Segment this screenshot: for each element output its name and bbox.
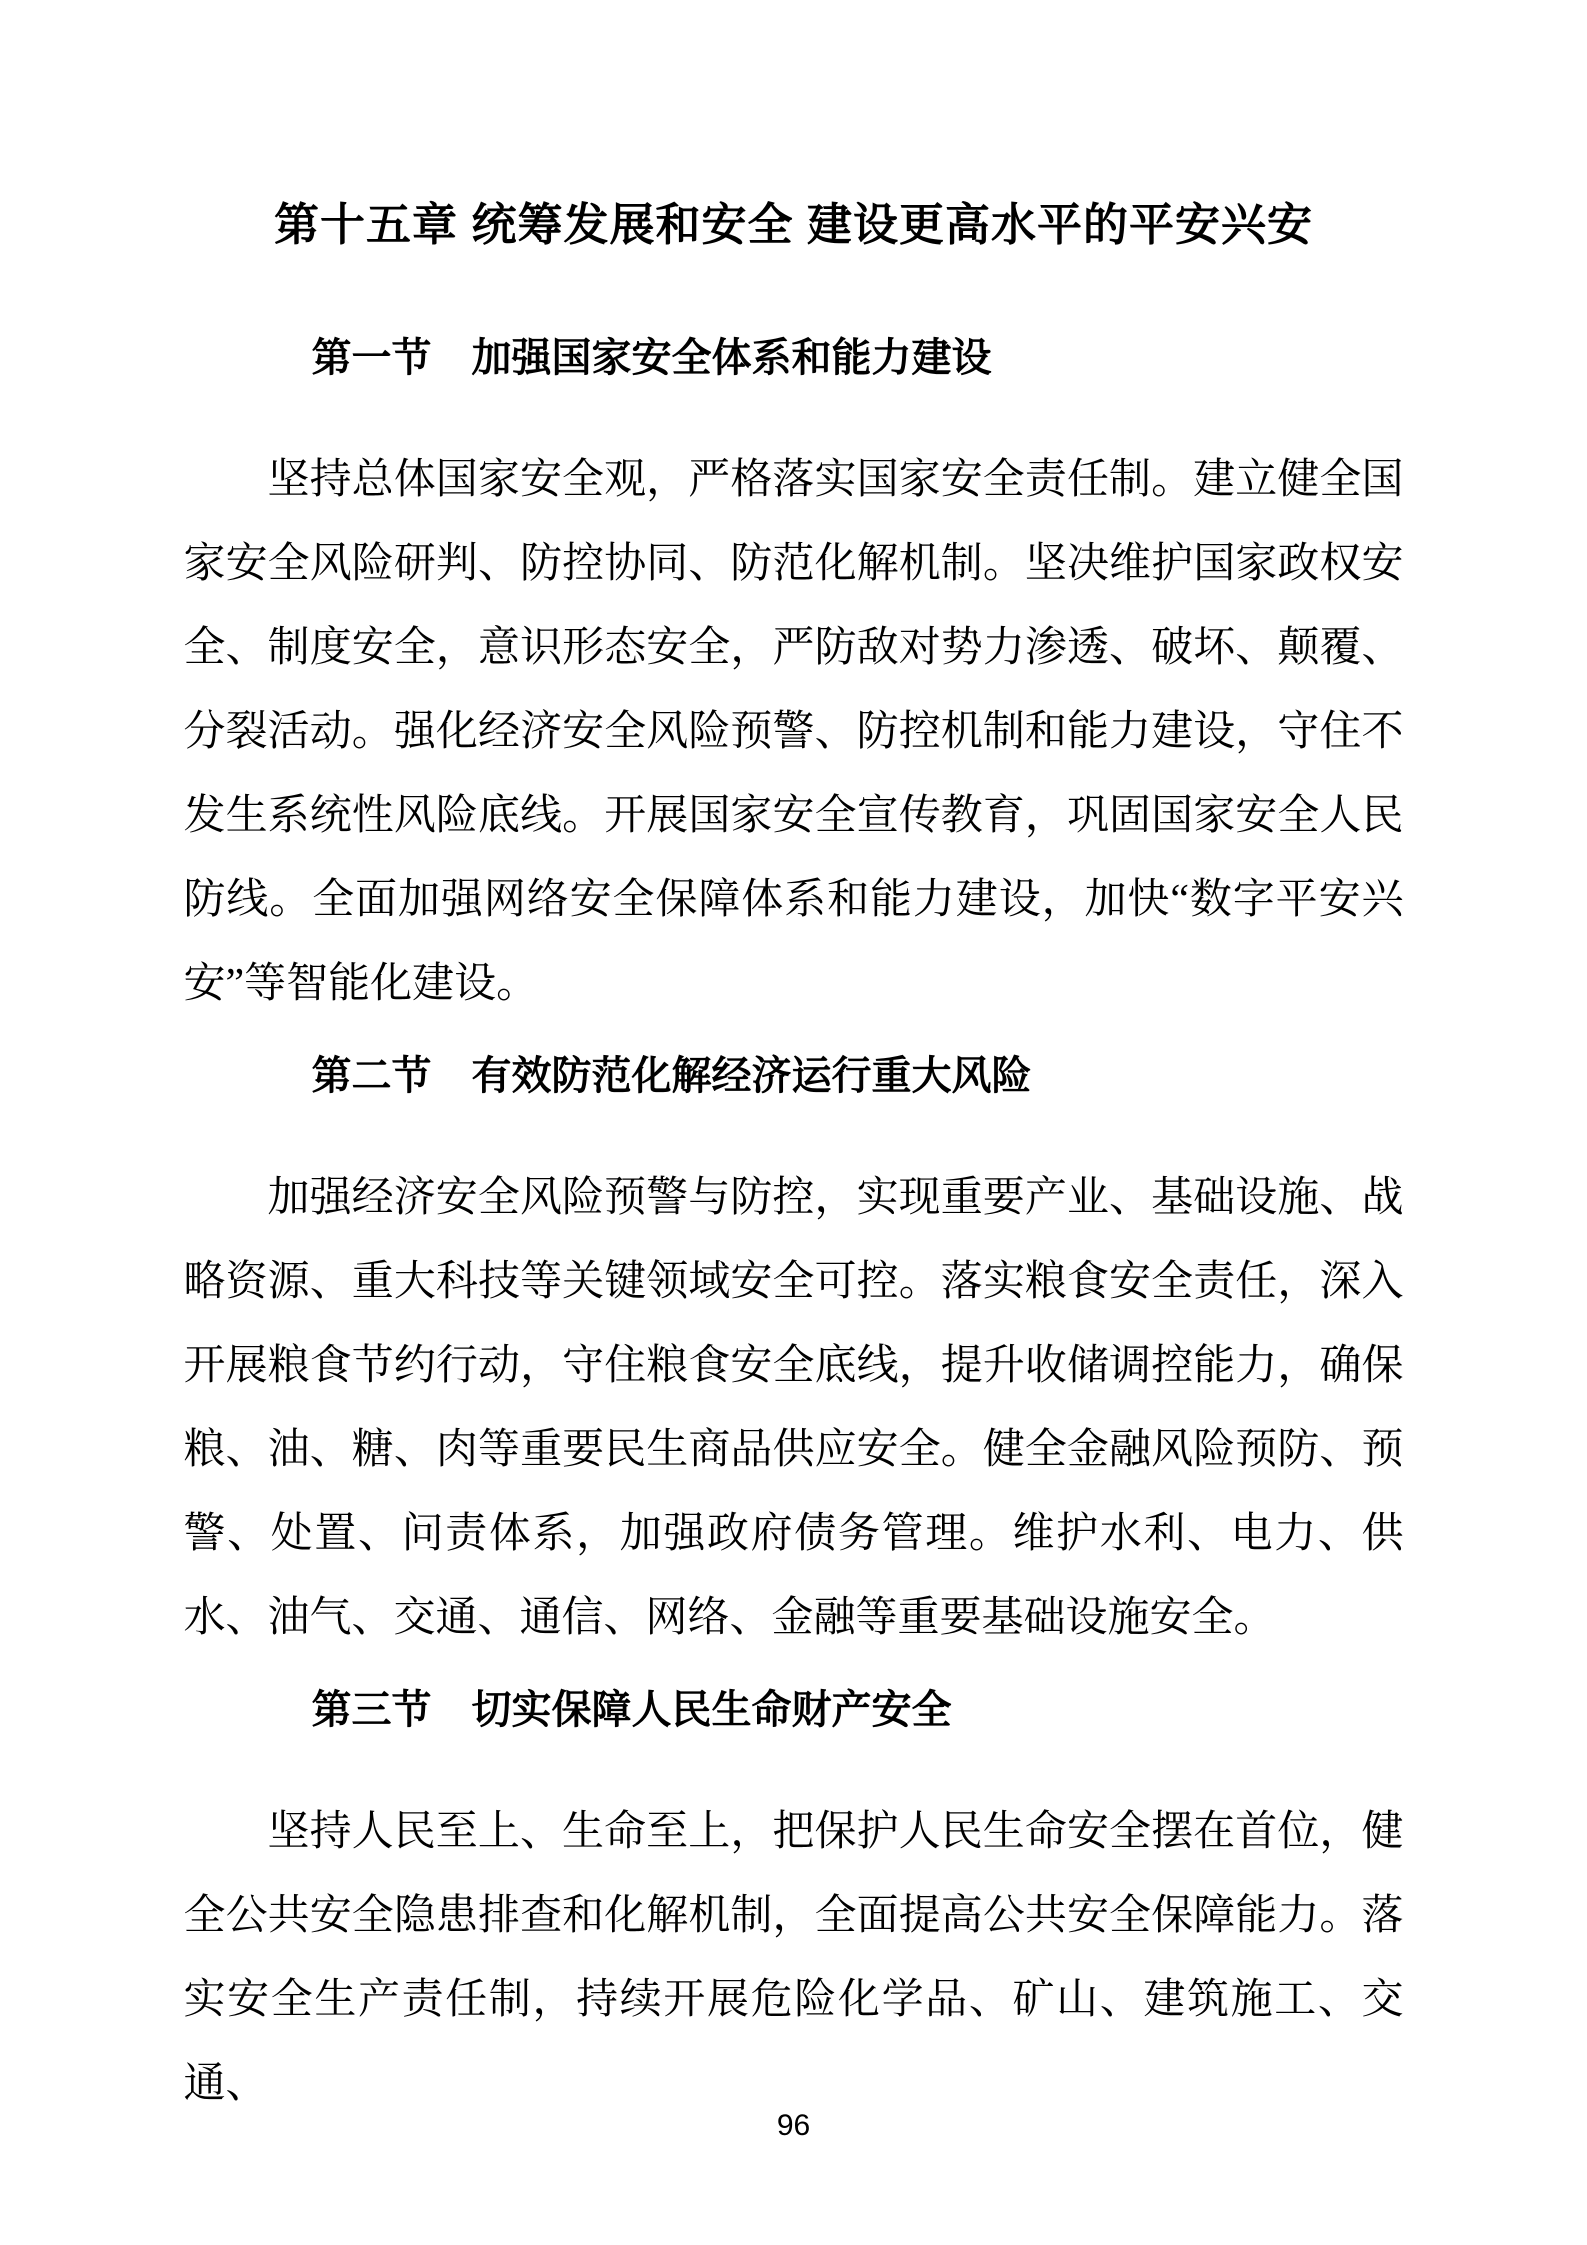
- section-body-2: 加强经济安全风险预警与防控，实现重要产业、基础设施、战略资源、重大科技等关键领域安全可控。落实粮食安全责任，深入开展粮食节约行动，守住粮食安全底线，提升收储调控能力，确保粮、油、糖、肉等重要民生商品供应安全。健全金融风险预防、预警、处置、问责体系，加强政府债务管理。维护水利、电力、供水、油气、交通、通信、网络、金融等重要基础设施安全。: [183, 1175, 1404, 1641]
- section-body-1: 坚持总体国家安全观，严格落实国家安全责任制。建立健全国家安全风险研判、防控协同、防范化解机制。坚决维护国家政权安全、制度安全，意识形态安全，严防敌对势力渗透、破坏、颠覆、分裂活动。强化经济安全风险预警、防控机制和能力建设，守住不发生系统性风险底线。开展国家安全宣传教育，巩固国家安全人民防线。全面加强网络安全保障体系和能力建设，加快“数字平安兴安”等智能化建设。: [183, 457, 1404, 1007]
- page-number: 96: [776, 2109, 811, 2142]
- section-heading-1: 第一节 加强国家安全体系和能力建设: [311, 335, 992, 380]
- page-content: [184, 0, 1404, 2126]
- section-body-3: 坚持人民至上、生命至上，把保护人民生命安全摆在首位，健全公共安全隐患排查和化解机制，全面提高公共安全保障能力。落实安全生产责任制，持续开展危险化学品、矿山、建筑施工、交通、: [183, 1809, 1404, 2107]
- chapter-title: 第十五章 统筹发展和安全 建设更高水平的平安兴安: [273, 199, 1313, 250]
- section-heading-2: 第二节 有效防范化解经济运行重大风险: [311, 1053, 1032, 1098]
- section-heading-3: 第三节 切实保障人民生命财产安全: [311, 1687, 952, 1732]
